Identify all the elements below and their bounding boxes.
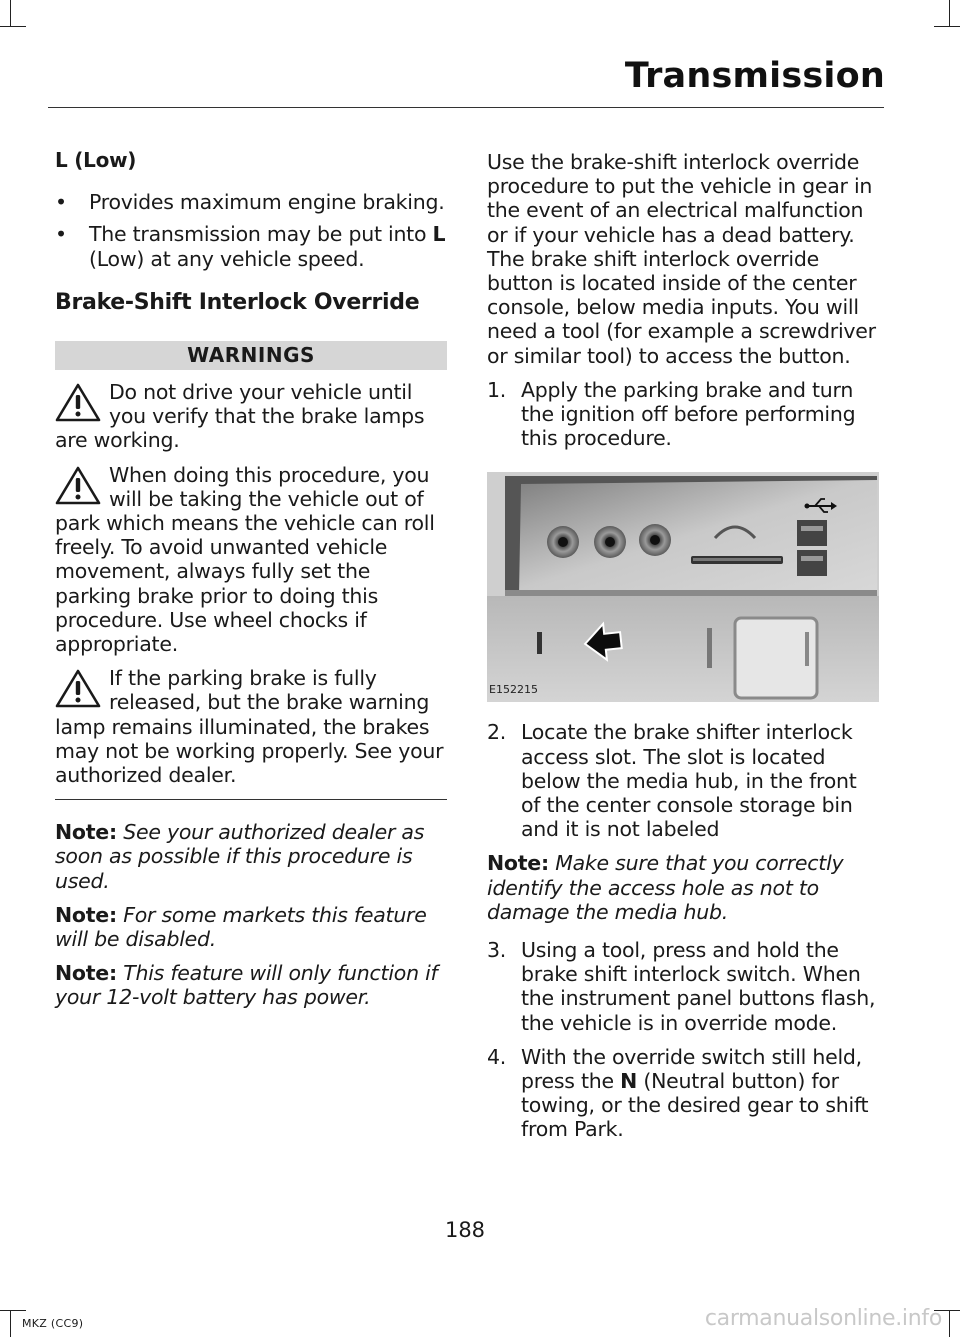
warning-text: Do not drive your vehicle until you verify that the brake lamps are working. (55, 380, 425, 453)
step-item (487, 720, 879, 841)
watermark: carmanualsonline.info (704, 1306, 942, 1331)
crop-mark (934, 26, 960, 27)
warning-item (55, 666, 447, 787)
note-label: Note: (487, 851, 549, 876)
console-figure (487, 472, 879, 702)
bullet-text: The transmission may be put into (89, 222, 433, 247)
section-heading: Brake-Shift Interlock Override (55, 289, 420, 315)
note-label: Note: (55, 820, 117, 845)
crop-mark (10, 1311, 11, 1337)
step-text: Apply the parking brake and turn the ignition off before performing this procedure. (521, 377, 856, 451)
warning-triangle-icon (55, 382, 101, 422)
warnings-heading: WARNINGS (55, 341, 447, 370)
step-item (487, 1045, 879, 1142)
note-text: For some markets this feature will be disabled. (55, 902, 427, 952)
note-label: Note: (55, 902, 117, 927)
crop-mark (949, 0, 950, 26)
intro-paragraph: Use the brake-shift interlock override procedure to put the vehicle in gear in the event of an electrical malfunction or if your vehicle has a dead battery. The brake shift interlock override button is located inside of the center console, below media inputs. You will need a tool (for example a screwdriver or similar tool) to access the button. (487, 150, 876, 368)
figure-label: E152215 (489, 683, 538, 697)
crop-mark (0, 1310, 26, 1311)
step-number: 2. (487, 720, 507, 745)
warning-triangle-icon (55, 465, 101, 505)
step-text: With the override switch still held, press the (521, 1044, 862, 1094)
media-hub-illustration (487, 472, 879, 702)
note (55, 820, 447, 893)
bullet-item (55, 190, 447, 214)
note-text: Make sure that you correctly identify the access hole as not to damage the media hub. (487, 851, 844, 924)
warning-item (55, 463, 447, 657)
low-heading: L (Low) (55, 148, 137, 172)
step-text: Locate the brake shifter interlock access slot. The slot is located below the media hub, in the front of the center console storage bin and it is not labeled (521, 720, 857, 842)
model-code: MKZ (CC9) (22, 1317, 84, 1330)
step-number: 1. (487, 377, 507, 402)
header-divider (48, 107, 884, 108)
page-number: 188 (444, 1218, 486, 1242)
warning-item (55, 380, 447, 453)
note-text: See your authorized dealer as soon as possible if this procedure is used. (55, 820, 425, 893)
bullet-item (55, 222, 447, 270)
note (55, 961, 447, 1009)
gear-letter: L (432, 222, 446, 247)
right-column (487, 150, 879, 1152)
note-label: Note: (55, 961, 117, 986)
crop-mark (949, 1311, 950, 1337)
bullet-dot: • (55, 190, 67, 215)
bullet-text: Provides maximum engine braking. (89, 190, 445, 215)
note (55, 903, 447, 951)
note (487, 851, 879, 924)
warning-text: When doing this procedure, you will be taking the vehicle out of park which means the vehicle can roll freely. To avoid unwanted vehicle movement, always fully set the parking brake prior to doing this procedure. Use wheel chocks if appropriate. (55, 462, 435, 657)
gear-letter: N (620, 1069, 638, 1094)
step-item (487, 378, 879, 451)
note-text: This feature will only function if your 12-volt battery has power. (55, 961, 438, 1010)
crop-mark (10, 0, 11, 26)
step-number: 3. (487, 938, 507, 963)
step-number: 4. (487, 1044, 507, 1069)
crop-mark (0, 26, 26, 27)
step-text: Using a tool, press and hold the brake shift interlock switch. When the instrument panel buttons flash, the vehicle is in override mode. (521, 938, 876, 1035)
bullet-dot: • (55, 222, 67, 247)
page-title: Transmission (624, 56, 885, 96)
left-column (55, 148, 447, 1020)
warnings-divider (55, 799, 447, 800)
step-text: (Neutral button) for towing, or the desired gear to shift from Park. (521, 1069, 869, 1142)
warning-triangle-icon (55, 668, 101, 708)
step-item (487, 938, 879, 1035)
warning-text: If the parking brake is fully released, but the brake warning lamp remains illuminated, the brakes may not be working properly. See your authorized dealer. (55, 666, 444, 788)
bullet-text: (Low) at any vehicle speed. (89, 246, 365, 271)
